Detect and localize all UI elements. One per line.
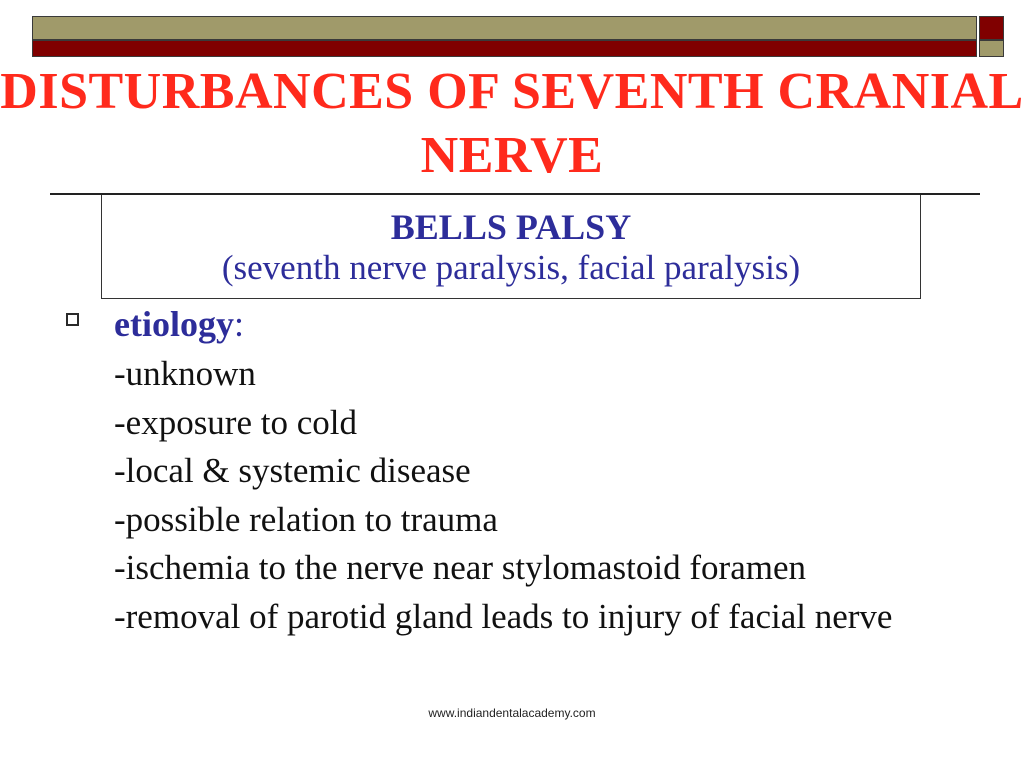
list-item: -exposure to cold [114,402,357,442]
etiology-list [114,350,994,636]
list-item: -ischemia to the nerve near stylomastoid foramen [114,548,806,588]
square-bullet-icon [66,313,79,326]
etiology-heading [114,302,244,346]
corner-square-olive [979,40,1004,57]
list-item: -removal of parotid gland leads to injury of facial nerve [114,596,893,636]
list-item: -unknown [114,354,256,393]
slide-title: DISTURBANCES OF SEVENTH CRANIAL NERVE [0,63,1024,184]
header-band-olive [32,16,977,40]
etiology-colon: : [233,304,244,344]
box-subheading: (seventh nerve paralysis, facial paralysis) [221,248,801,287]
box-heading: BELLS PALSY [390,207,632,247]
list-item: -possible relation to trauma [114,499,498,539]
etiology-label: etiology [114,304,234,344]
header-band-maroon [32,40,977,57]
list-item: -local & systemic disease [114,451,471,491]
bells-palsy-box [101,195,921,299]
corner-square-maroon [979,16,1004,40]
footer-url: www.indiandentalacademy.com [428,706,596,720]
